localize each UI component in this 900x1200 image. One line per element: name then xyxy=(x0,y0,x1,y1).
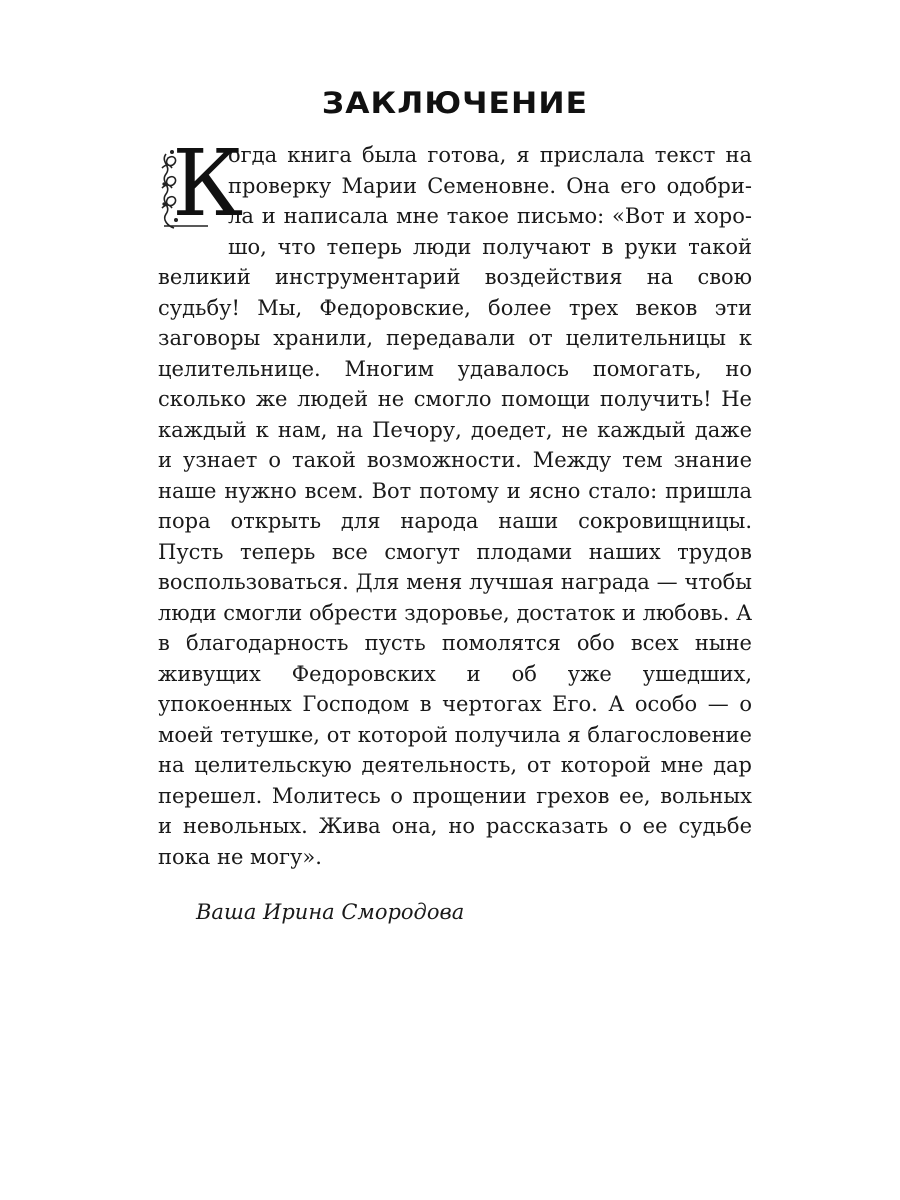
body-paragraph xyxy=(158,130,752,872)
signature: Ваша Ирина Смородова xyxy=(196,900,465,924)
dropcap xyxy=(158,130,244,237)
chapter-title: ЗАКЛЮЧЕНИЕ xyxy=(321,86,589,120)
paragraph-text: огда книга была готова, я прислала текст на проверку Марии Семеновне. Она его одобрила и написала мне такое письмо: «Вот и хорошо, что теперь люди получают в руки такой великий инструментарий воздействия на свою судьбу! Мы, Федоровские, более трех веков эти заговоры хранили, передавали от целительницы к целительнице. Многим удавалось помогать, но сколько же людей не смогло помощи получить! Не каждый к нам, на Печору, доедет, не каждый даже и узнает о такой возможности. Между тем знание наше нужно всем. Вот потому и ясно стало: пришла пора открыть для народа наши сокровищницы. Пусть теперь все смогут плодами наших трудов воспользоваться. Для меня лучшая награда — чтобы люди смогли обрести здоровье, достаток и любовь. А в благодарность пусть помолятся обо всех ныне живущих Федоровских и об уже ушедших, упокоенных Господом в чертогах Его. А особо — о моей тетушке, от которой получила я благословение на целительскую деятельность, от которой мне дар перешел. Молитесь о прощении грехов ее, вольных и невольных. Жива она, но рассказать о ее судьбе пока не могу». xyxy=(158,143,752,869)
document-page xyxy=(158,86,752,924)
dropcap-letter: К xyxy=(172,130,244,237)
